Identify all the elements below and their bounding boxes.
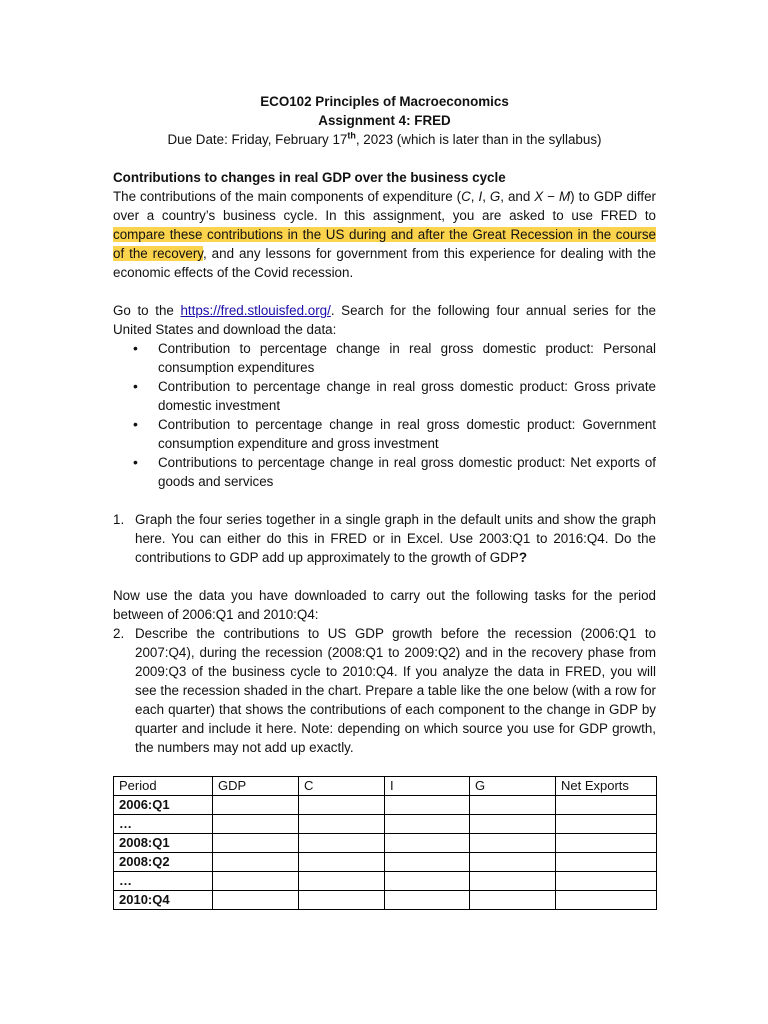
period-cell: … — [114, 872, 213, 891]
sep-1: , — [470, 189, 479, 204]
table-row — [114, 853, 657, 872]
list-item: • Contribution to percentage change in real gross domestic product: Gross private domestic investment — [133, 377, 656, 415]
table-row — [114, 891, 657, 910]
title-block — [113, 92, 656, 149]
table-cell — [556, 796, 657, 815]
now-use-paragraph: Now use the data you have downloaded to carry out the following tasks for the period between of 2006:Q1 and 2010:Q4: — [113, 588, 656, 622]
goto-paragraph — [113, 301, 656, 339]
table-cell — [213, 853, 299, 872]
intro-paragraph — [113, 187, 656, 282]
due-date — [113, 130, 656, 149]
table-cell — [213, 815, 299, 834]
table-cell — [385, 815, 470, 834]
table-cell — [213, 796, 299, 815]
series-list — [113, 339, 656, 491]
table-cell — [385, 853, 470, 872]
table-cell — [470, 815, 556, 834]
var-x: X — [534, 189, 544, 204]
due-date-suffix: , 2023 (which is later than in the syllabus) — [355, 132, 602, 147]
task-1-qmark: ? — [518, 550, 528, 565]
table-cell — [385, 872, 470, 891]
table-header-row — [114, 777, 657, 796]
period-cell: 2006:Q1 — [114, 796, 213, 815]
table-cell — [385, 834, 470, 853]
task-list-1 — [113, 510, 656, 567]
period-cell: 2010:Q4 — [114, 891, 213, 910]
header-gdp: GDP — [213, 777, 299, 796]
table-cell — [385, 891, 470, 910]
table-row — [114, 872, 657, 891]
header-c: C — [299, 777, 385, 796]
header-g: G — [470, 777, 556, 796]
var-c: C — [461, 189, 471, 204]
task-2 — [113, 624, 656, 757]
header-net-exports: Net Exports — [556, 777, 657, 796]
table-cell — [556, 815, 657, 834]
table-cell — [299, 796, 385, 815]
goto-prefix: Go to the — [113, 303, 181, 318]
table-cell — [213, 891, 299, 910]
highlighted-text: compare these contributions in the US during and after the Great Recession in the course of the recovery — [113, 227, 656, 261]
intro-text-3: , and any lessons for government from this experience for dealing with the economic effects of the Covid recession. — [113, 246, 657, 280]
contributions-table — [113, 776, 657, 910]
table-cell — [299, 834, 385, 853]
table-cell — [470, 796, 556, 815]
table-row — [114, 796, 657, 815]
list-item: • Contribution to percentage change in real gross domestic product: Personal consumption expenditures — [133, 339, 656, 377]
table-cell — [470, 834, 556, 853]
table-cell — [470, 853, 556, 872]
period-cell: … — [114, 815, 213, 834]
minus-sign: − — [543, 189, 559, 204]
sep-2: , — [482, 189, 490, 204]
section-heading: Contributions to changes in real GDP over the business cycle — [113, 170, 506, 185]
var-g: G — [489, 189, 501, 204]
table-cell — [213, 834, 299, 853]
var-m: M — [559, 189, 571, 204]
table-cell — [556, 834, 657, 853]
task-1-text: Graph the four series together in a single graph in the default units and show the graph here. You can either do this in FRED or in Excel. Use 2003:Q1 to 2016:Q4. Do the contributions to GDP add up approximately to the growth of GDP — [135, 512, 656, 565]
var-i: I — [478, 189, 483, 204]
goto-suffix: . Search for the following four annual series for the United States and download the data: — [113, 303, 656, 337]
table-cell — [299, 891, 385, 910]
table-cell — [556, 872, 657, 891]
intro-text-1: The contributions of the main components of expenditure ( — [113, 189, 462, 204]
document-content — [113, 92, 656, 910]
task-list-2 — [113, 624, 656, 757]
task-1 — [113, 510, 656, 567]
table-cell — [385, 796, 470, 815]
sep-3: , and — [500, 189, 535, 204]
list-item: • Contribution to percentage change in real gross domestic product: Government consumption expenditure and gross investment — [133, 415, 656, 453]
table-row — [114, 834, 657, 853]
intro-text-2: ) to GDP differ over a country’s business cycle. In this assignment, you are asked to use FRED to — [113, 189, 656, 223]
table-cell — [470, 872, 556, 891]
period-cell: 2008:Q2 — [114, 853, 213, 872]
period-cell: 2008:Q1 — [114, 834, 213, 853]
table-cell — [470, 891, 556, 910]
table-cell — [299, 853, 385, 872]
fred-link[interactable]: https://fred.stlouisfed.org/ — [180, 303, 331, 318]
table-cell — [299, 872, 385, 891]
list-item: • Contributions to percentage change in real gross domestic product: Net exports of goods and services — [133, 453, 656, 491]
table-cell — [213, 872, 299, 891]
header-i: I — [385, 777, 470, 796]
due-date-prefix: Due Date: Friday, February 17 — [167, 132, 348, 147]
task-number: 2. — [113, 626, 125, 641]
table-cell — [556, 853, 657, 872]
header-period: Period — [114, 777, 213, 796]
course-title: ECO102 Principles of Macroeconomics — [260, 94, 509, 109]
task-2-text: Describe the contributions to US GDP growth before the recession (2006:Q1 to 2007:Q4), during the recession (2008:Q1 to 2009:Q2) and in the recovery phase from 2009:Q3 of the business cycle to 2010:Q4. If you analyze the data in FRED, you will see the recession shaded in the chart. Prepare a table like the one below (with a row for each quarter) that shows the contributions of each component to the change in GDP by quarter and include it here. Note: depending on which source you use for GDP growth, the numbers may not add up exactly. — [135, 626, 656, 755]
due-date-sup: th — [347, 130, 356, 141]
table-row — [114, 815, 657, 834]
assignment-title: Assignment 4: FRED — [318, 113, 451, 128]
task-number: 1. — [113, 512, 125, 527]
table-cell — [556, 891, 657, 910]
table-cell — [299, 815, 385, 834]
